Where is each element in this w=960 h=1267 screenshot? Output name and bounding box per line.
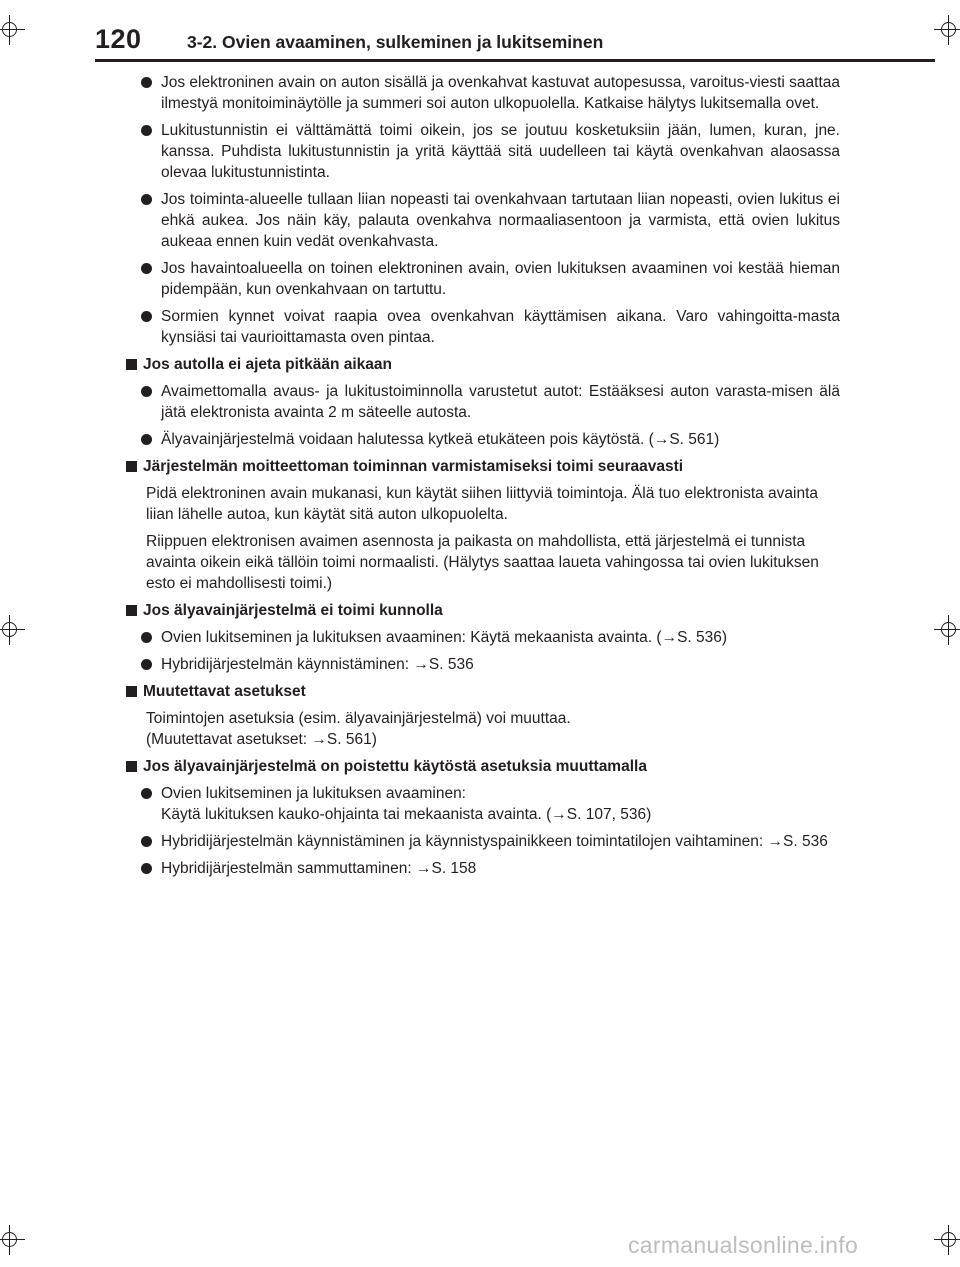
item-text: Hybridijärjestelmän käynnistäminen ja käynnistyspainikkeen toimintatilojen vaihtaminen: →S. 536	[161, 833, 828, 850]
watermark-text: carmanualsonline.info	[628, 1232, 859, 1258]
crop-mark-top-left	[0, 15, 25, 45]
crop-mark-top-right	[934, 15, 960, 45]
bullet-item	[118, 858, 840, 879]
bullet-dot-icon	[141, 863, 152, 874]
item-text: Jos elektroninen avain on auton sisällä ja ovenkahvat kastuvat autopesussa, varoitus-viesti saattaa ilmestyä monitoiminäytölle ja summeri soi auton ulkopuolella. Katkaise hälytys lukitsemalla ovet.	[161, 74, 840, 112]
bullet-item	[118, 429, 840, 450]
item-text: Lukitustunnistin ei välttämättä toimi oikein, jos se joutuu kosketuksiin jään, lumen, kuran, jne. kanssa. Puhdista lukitustunnistin ja yritä käyttää sitä uudelleen tai käytä ovenkahvan alaosassa olevaa lukitustunnistinta.	[161, 122, 840, 181]
bullet-item	[118, 654, 840, 675]
crop-mark-bottom-left	[0, 1225, 25, 1255]
text-line: Toimintojen asetuksia (esim. älyavainjärjestelmä) voi muuttaa.	[146, 710, 571, 727]
section-heading	[118, 354, 840, 375]
bullet-item	[118, 831, 840, 852]
bullet-dot-icon	[141, 434, 152, 445]
heading-square-icon	[126, 686, 137, 697]
item-text: Hybridijärjestelmän käynnistäminen: →S. 536	[161, 656, 474, 673]
bullet-dot-icon	[141, 194, 152, 205]
bullet-dot-icon	[141, 788, 152, 799]
section-heading	[118, 600, 840, 621]
heading-square-icon	[126, 359, 137, 370]
section-heading	[118, 681, 840, 702]
bullet-item	[118, 627, 840, 648]
bullet-item	[118, 189, 840, 252]
section-heading	[118, 456, 840, 477]
bullet-item	[118, 258, 840, 300]
item-text: Muutettavat asetukset	[143, 683, 306, 700]
paragraph	[118, 531, 840, 594]
bullet-dot-icon	[141, 386, 152, 397]
heading-square-icon	[126, 761, 137, 772]
crop-mark-bottom-right	[934, 1225, 960, 1255]
item-text: Älyavainjärjestelmä voidaan halutessa kytkeä etukäteen pois käytöstä. (→S. 561)	[161, 431, 720, 448]
header-rule	[95, 59, 935, 62]
bullet-dot-icon	[141, 311, 152, 322]
crop-mark-mid-left	[0, 615, 25, 645]
section-title: 3-2. Ovien avaaminen, sulkeminen ja lukitseminen	[187, 32, 604, 52]
item-text: Jos älyavainjärjestelmä on poistettu käytöstä asetuksia muuttamalla	[143, 758, 647, 775]
item-text: Riippuen elektronisen avaimen asennosta ja paikasta on mahdollista, että järjestelmä ei tunnista avainta oikein eikä tällöin toimi normaalisti. (Hälytys saattaa laueta vahingossa tai ovien lukituksen esto ei mahdollisesti toimi.)	[146, 533, 819, 592]
page-content	[118, 72, 840, 885]
bullet-item	[118, 381, 840, 423]
item-text: Avaimettomalla avaus- ja lukitustoiminnolla varustetut autot: Estääksesi auton varasta-misen älä jätä elektronista avainta 2 m säteelle autosta.	[161, 383, 840, 421]
item-text: Jos toiminta-alueelle tullaan liian nopeasti tai ovenkahvaan tartutaan liian nopeasti, ovien lukitus ei ehkä aukea. Jos näin käy, palauta ovenkahva normaaliasentoon ja varmista, että ovien lukitus aukeaa ennen kuin vedät ovenkahvasta.	[161, 191, 840, 250]
text-line: Ovien lukitseminen ja lukituksen avaaminen:	[161, 785, 466, 802]
crop-mark-mid-right	[934, 615, 960, 645]
bullet-item	[118, 120, 840, 183]
page-number: 120	[95, 24, 142, 54]
item-text: Jos havaintoalueella on toinen elektroninen avain, ovien lukituksen avaaminen voi kestää hieman pidempään, kun ovenkahvaan on tartuttu.	[161, 260, 840, 298]
bullet-dot-icon	[141, 77, 152, 88]
watermark-logo	[628, 1232, 858, 1259]
bullet-item	[118, 306, 840, 348]
item-text: Pidä elektroninen avain mukanasi, kun käytät siihen liittyviä toimintoja. Älä tuo elektronista avainta liian lähelle autoa, kun käytät sitä auton ulkopuolelta.	[146, 485, 819, 523]
bullet-dot-icon	[141, 632, 152, 643]
bullet-dot-icon	[141, 263, 152, 274]
text-line: Käytä lukituksen kauko-ohjainta tai mekaanista avainta. (→S. 107, 536)	[161, 806, 652, 823]
text-line: (Muutettavat asetukset: →S. 561)	[146, 731, 377, 748]
item-text: Jos älyavainjärjestelmä ei toimi kunnolla	[143, 602, 443, 619]
bullet-dot-icon	[141, 836, 152, 847]
paragraph	[118, 483, 840, 525]
item-text: Hybridijärjestelmän sammuttaminen: →S. 158	[161, 860, 477, 877]
section-heading	[118, 756, 840, 777]
bullet-item	[118, 783, 840, 825]
bullet-dot-icon	[141, 659, 152, 670]
item-text: Ovien lukitseminen ja lukituksen avaaminen: Käytä mekaanista avainta. (→S. 536)	[161, 629, 728, 646]
heading-square-icon	[126, 605, 137, 616]
bullet-dot-icon	[141, 125, 152, 136]
bullet-item	[118, 72, 840, 114]
item-text: Järjestelmän moitteettoman toiminnan varmistamiseksi toimi seuraavasti	[143, 458, 684, 475]
page-header	[95, 22, 935, 62]
item-text: Jos autolla ei ajeta pitkään aikaan	[143, 356, 392, 373]
heading-square-icon	[126, 461, 137, 472]
item-text: Sormien kynnet voivat raapia ovea ovenkahvan käyttämisen aikana. Varo vahingoitta-masta kynsiäsi tai vaurioittamasta oven pintaa.	[161, 308, 840, 346]
paragraph	[118, 708, 840, 750]
